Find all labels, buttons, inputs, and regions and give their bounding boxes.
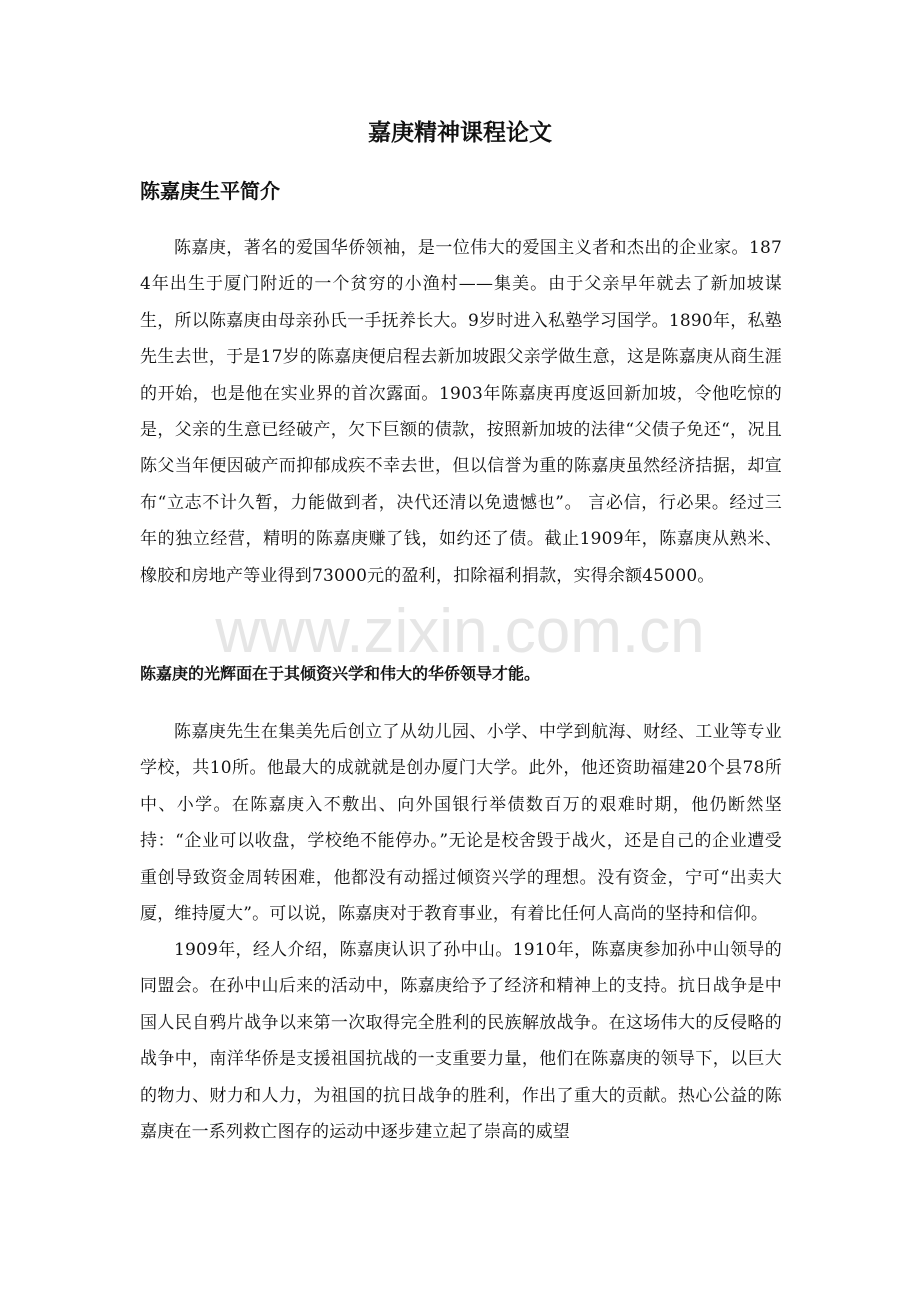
section-heading: 陈嘉庚生平简介 (140, 179, 280, 203)
paragraph-education: 陈嘉庚先生在集美先后创立了从幼儿园、小学、中学到航海、财经、工业等专业学校，共10所。他最大的成就就是创办厦门大学。此外，他还资助福建20个县78所中、小学。在陈嘉庚入不敷出、向外国银行举债数百万的艰难时期，他仍断然坚持：“企业可以收盘，学校绝不能停办。”无论是校舍毁于战火，还是自己的企业遭受重创导致资金周转困难，他都没有动摇过倾资兴学的理想。没有资金，宁可“出卖大厦，维持厦大”。可以说，陈嘉庚对于教育事业，有着比任何人高尚的坚持和信仰。 (140, 722, 782, 925)
paragraph-biography: 陈嘉庚，著名的爱国华侨领袖，是一位伟大的爱国主义者和杰出的企业家。1874年出生于厦门附近的一个贫穷的小渔村——集美。由于父亲早年就去了新加坡谋生，所以陈嘉庚由母亲孙氏一手抚养长大。9岁时进入私塾学习国学。1890年，私塾先生去世，于是17岁的陈嘉庚便启程去新加坡跟父亲学做生意，这是陈嘉庚从商生涯的开始，也是他在实业界的首次露面。1903年陈嘉庚再度返回新加坡，令他吃惊的是，父亲的生意已经破产，欠下巨额的债款，按照新加坡的法律“父债子免还“，况且陈父当年便因破产而抑郁成疾不幸去世，但以信誉为重的陈嘉庚虽然经济拮据，却宣布“立志不计久暂，力能做到者，决代还清以免遗憾也”。 言必信，行必果。经过三年的独立经营，精明的陈嘉庚赚了钱，如约还了债。截止1909年，陈嘉庚从熟米、橡胶和房地产等业得到73000元的盈利，扣除福利捐款，实得余额45000。 (140, 238, 782, 586)
watermark: www.zixin.com.cn (215, 597, 705, 666)
document-title: 嘉庚精神课程论文 (368, 120, 552, 146)
bold-subheading: 陈嘉庚的光辉面在于其倾资兴学和伟大的华侨领导才能。 (140, 664, 541, 683)
paragraph-leadership: 1909年，经人介绍，陈嘉庚认识了孙中山。1910年，陈嘉庚参加孙中山领导的同盟会。在孙中山后来的活动中，陈嘉庚给予了经济和精神上的支持。抗日战争是中国人民自鸦片战争以来第一次取得完全胜利的民族解放战争。在这场伟大的反侵略的战争中，南洋华侨是支援祖国抗战的一支重要力量，他们在陈嘉庚的领导下，以巨大的物力、财力和人力，为祖国的抗日战争的胜利，作出了重大的贡献。热心公益的陈嘉庚在一系列救亡图存的运动中逐步建立起了崇高的威望 (140, 940, 782, 1143)
